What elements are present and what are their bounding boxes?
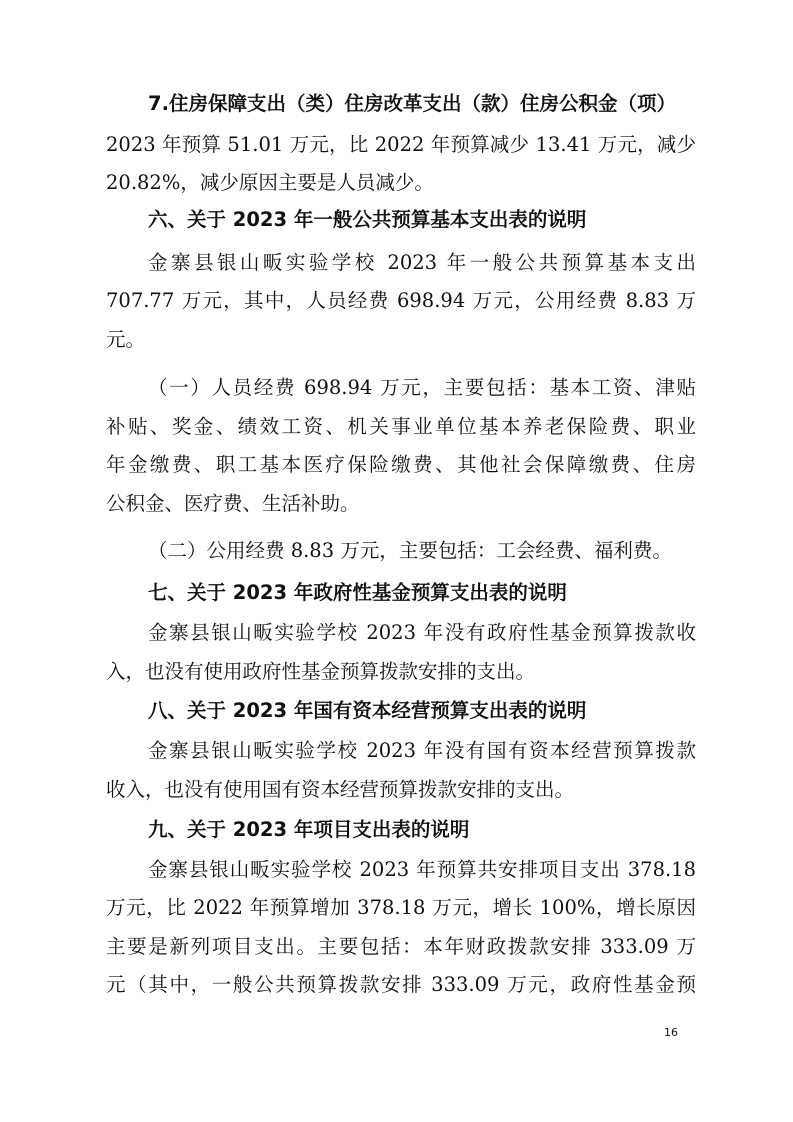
body-line: 707.77 万元，其中，人员经费 698.94 万元，公用经费 8.83 万 [106, 289, 696, 312]
page-number: 16 [664, 1026, 678, 1039]
body-line: 公积金、医疗费、生活补助。 [106, 492, 360, 515]
body-line: 金寨县银山畈实验学校 2023 年没有政府性基金预算拨款收 [148, 621, 696, 644]
body-line: 金寨县银山畈实验学校 2023 年一般公共预算基本支出 [148, 251, 696, 274]
heading-section-6: 六、关于 2023 年一般公共预算基本支出表的说明 [148, 208, 587, 231]
body-line: 元。 [106, 328, 146, 351]
body-line: 万元，比 2022 年预算增加 378.18 万元，增长 100%，增长原因 [106, 896, 696, 919]
body-line: （二）公用经费 8.83 万元，主要包括：工会经费、福利费。 [148, 539, 672, 562]
heading-section-8: 八、关于 2023 年国有资本经营预算支出表的说明 [148, 699, 587, 722]
body-line: 收入，也没有使用国有资本经营预算拨款安排的支出。 [106, 778, 575, 801]
body-line: 年金缴费、职工基本医疗保险缴费、其他社会保障缴费、住房 [106, 453, 696, 476]
heading-section-7: 七、关于 2023 年政府性基金预算支出表的说明 [148, 581, 567, 604]
body-line: 2023 年预算 51.01 万元，比 2022 年预算减少 13.41 万元，减少 [106, 133, 696, 156]
body-line: 元（其中，一般公共预算拨款安排 333.09 万元，政府性基金预 [106, 973, 696, 996]
body-line: 20.82%，减少原因主要是人员减少。 [106, 171, 434, 194]
body-line: 金寨县银山畈实验学校 2023 年预算共安排项目支出 378.18 [148, 858, 696, 881]
heading-section-9: 九、关于 2023 年项目支出表的说明 [148, 818, 470, 841]
body-line: （一）人员经费 698.94 万元，主要包括：基本工资、津贴 [148, 376, 696, 399]
body-line: 补贴、奖金、绩效工资、机关事业单位基本养老保险费、职业 [106, 415, 696, 438]
body-line: 金寨县银山畈实验学校 2023 年没有国有资本经营预算拨款 [148, 739, 696, 762]
heading-housing-fund: 7.住房保障支出（类）住房改革支出（款）住房公积金（项） [148, 92, 676, 115]
body-line: 入，也没有使用政府性基金预算拨款安排的支出。 [106, 660, 536, 683]
body-line: 主要是新列项目支出。主要包括：本年财政拨款安排 333.09 万 [106, 935, 696, 958]
